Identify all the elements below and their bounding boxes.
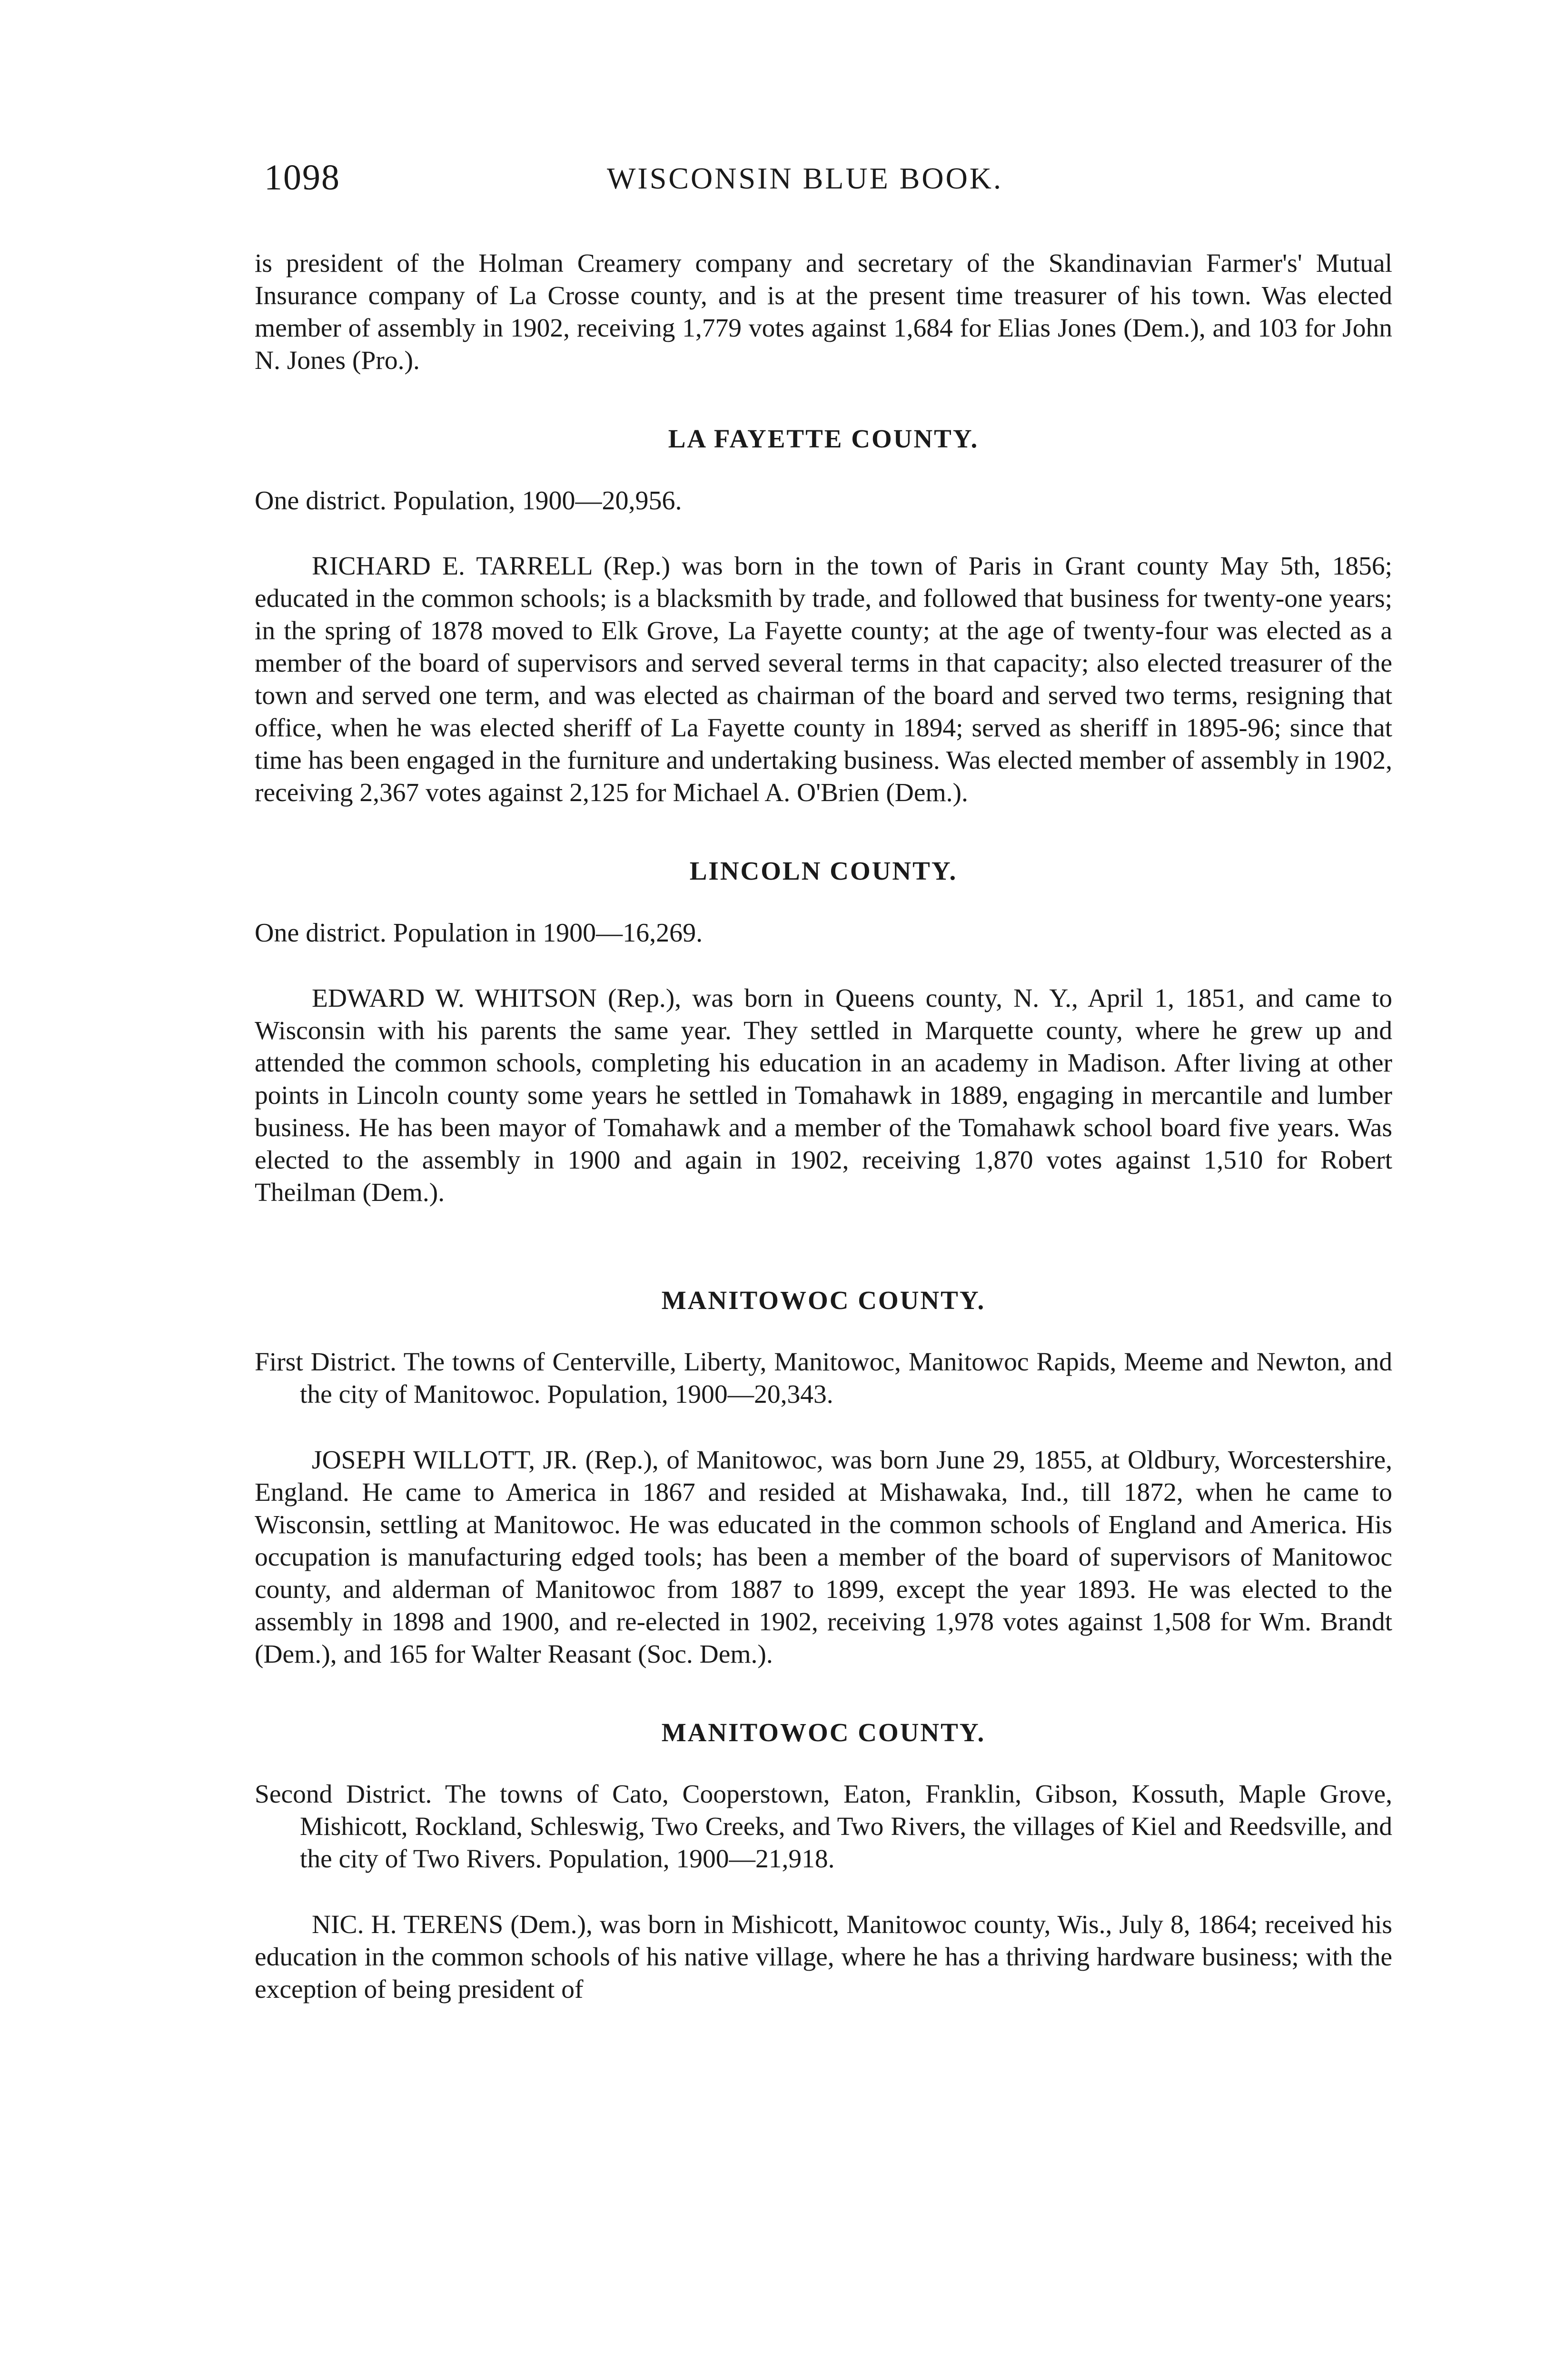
lincoln-bio: EDWARD W. WHITSON (Rep.), was born in Queens county, N. Y., April 1, 1851, and came to Wisconsin with his parents the same year. They settled in Marquette county, where he grew up and attended the common schools, completing his education in an academy in Madison. After living at other points in Lincoln county some years he settled in Tomahawk in 1889, engaging in mercantile and lumber business. He has been mayor of Tomahawk and a member of the Tomahawk school board five years. Was elected to the assembly in 1900 and again in 1902, receiving 1,870 votes against 1,510 for Robert Theilman (Dem.). [255, 984, 1392, 1207]
manitowoc-second-heading: MANITOWOC COUNTY. [661, 1718, 986, 1747]
lincoln-district: One district. Population in 1900—16,269. [255, 918, 703, 948]
lafayette-heading: LA FAYETTE COUNTY. [668, 424, 979, 453]
continuation-paragraph: is president of the Holman Creamery company and secretary of the Skandinavian Farmer's' Mutual Insurance company of La Crosse county, and is at the present time treasurer of his town. Was elected member of assembly in 1902, receiving 1,779 votes against 1,684 for Elias Jones (Dem.), and 103 for John N. Jones (Pro.). [255, 249, 1392, 375]
running-title: WISCONSIN BLUE BOOK. [607, 161, 1003, 195]
manitowoc-second-district: Second District. The towns of Cato, Cooperstown, Eaton, Franklin, Gibson, Kossuth, Maple Grove, Mishicott, Rockland, Schleswig, Two Creeks, and Two Rivers, the villages of Kiel and Reedsville, and the city of Two Rivers. Population, 1900—21,918. [255, 1780, 1392, 1874]
page-header [264, 157, 1392, 200]
lafayette-district: One district. Population, 1900—20,956. [255, 486, 682, 516]
page-number: 1098 [264, 158, 340, 198]
manitowoc-first-bio: JOSEPH WILLOTT, JR. (Rep.), of Manitowoc, was born June 29, 1855, at Oldbury, Worcestershire, England. He came to America in 1867 and resided at Mishawaka, Ind., till 1872, when he came to Wisconsin, settling at Manitowoc. He was educated in the common schools of England and America. His occupation is manufacturing edged tools; has been a member of the board of supervisors of Manitowoc county, and alderman of Manitowoc from 1887 to 1899, except the year 1893. He was elected to the assembly in 1898 and 1900, and re-elected in 1902, receiving 1,978 votes against 1,508 for Wm. Brandt (Dem.), and 165 for Walter Reasant (Soc. Dem.). [255, 1446, 1392, 1669]
lafayette-bio: RICHARD E. TARRELL (Rep.) was born in the town of Paris in Grant county May 5th, 1856; educated in the common schools; is a blacksmith by trade, and followed that business for twenty-one years; in the spring of 1878 moved to Elk Grove, La Fayette county; at the age of twenty-four was elected as a member of the board of supervisors and served several terms in that capacity; also elected treasurer of the town and served one term, and was elected as chairman of the board and served two terms, resigning that office, when he was elected sheriff of La Fayette county in 1894; served as sheriff in 1895-96; since that time has been engaged in the furniture and undertaking business. Was elected member of assembly in 1902, receiving 2,367 votes against 2,125 for Michael A. O'Brien (Dem.). [255, 552, 1392, 807]
manitowoc-second-bio: NIC. H. TERENS (Dem.), was born in Mishicott, Manitowoc county, Wis., July 8, 1864; received his education in the common schools of his native village, where he has a thriving hardware business; with the exception of being president of [255, 1910, 1392, 2004]
lincoln-heading: LINCOLN COUNTY. [689, 856, 958, 885]
manitowoc-first-heading: MANITOWOC COUNTY. [661, 1286, 986, 1315]
page-body [255, 248, 1392, 2006]
manitowoc-first-district: First District. The towns of Centerville, Liberty, Manitowoc, Manitowoc Rapids, Meeme and Newton, and the city of Manitowoc. Population, 1900—20,343. [255, 1348, 1392, 1409]
